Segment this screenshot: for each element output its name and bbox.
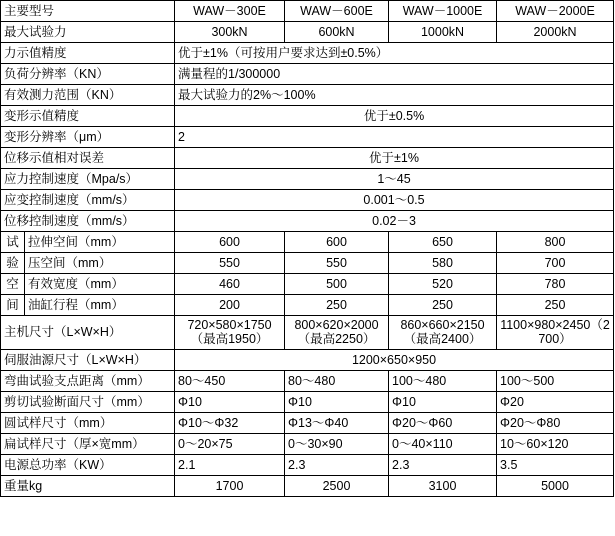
row-value: 250	[285, 295, 389, 316]
row-value: 80～450	[175, 370, 285, 391]
table-row	[1, 169, 614, 190]
row-value: 最大试验力的2%～100%	[175, 85, 614, 106]
row-value: 600kN	[285, 22, 389, 43]
row-value: Φ13～Φ40	[285, 412, 389, 433]
header-model-1: WAW－300E	[175, 1, 285, 22]
table-row	[1, 127, 614, 148]
table-row	[1, 148, 614, 169]
row-value: 100～480	[389, 370, 497, 391]
row-value: 460	[175, 274, 285, 295]
row-label: 变形示值精度	[1, 106, 175, 127]
table-row	[1, 412, 614, 433]
row-value: Φ20	[497, 391, 614, 412]
row-label: 力示值精度	[1, 43, 175, 64]
table-row	[1, 295, 614, 316]
row-label: 位移示值相对误差	[1, 148, 175, 169]
row-value: 600	[285, 232, 389, 253]
row-value: 1700	[175, 475, 285, 496]
header-model-2: WAW－600E	[285, 1, 389, 22]
row-label: 最大试验力	[1, 22, 175, 43]
row-value: 0～40×110	[389, 433, 497, 454]
row-value: 80～480	[285, 370, 389, 391]
row-value: 2.3	[285, 454, 389, 475]
row-value: 1000kN	[389, 22, 497, 43]
table-row	[1, 274, 614, 295]
row-value: Φ10	[285, 391, 389, 412]
group-side-label-char: 验	[1, 253, 25, 274]
row-label: 伺服油源尺寸（L×W×H）	[1, 349, 175, 370]
row-value: 0.02－3	[175, 211, 614, 232]
row-value: 2000kN	[497, 22, 614, 43]
row-value: Φ20～Φ80	[497, 412, 614, 433]
row-label: 压空间（mm）	[25, 253, 175, 274]
row-value: 860×660×2150（最高2400）	[389, 316, 497, 350]
row-value: 满量程的1/300000	[175, 64, 614, 85]
row-value: Φ10	[389, 391, 497, 412]
row-value: Φ10	[175, 391, 285, 412]
row-value: 520	[389, 274, 497, 295]
row-label: 重量kg	[1, 475, 175, 496]
header-label: 主要型号	[1, 1, 175, 22]
row-value: 700	[497, 253, 614, 274]
row-value: 2.1	[175, 454, 285, 475]
table-row	[1, 211, 614, 232]
row-value: 250	[389, 295, 497, 316]
row-value: 0.001～0.5	[175, 190, 614, 211]
row-value: 0～20×75	[175, 433, 285, 454]
row-value: 2	[175, 127, 614, 148]
header-model-4: WAW－2000E	[497, 1, 614, 22]
row-value: 250	[497, 295, 614, 316]
row-value: 5000	[497, 475, 614, 496]
row-value: 100～500	[497, 370, 614, 391]
row-value: 600	[175, 232, 285, 253]
row-value: 550	[285, 253, 389, 274]
row-value: 1200×650×950	[175, 349, 614, 370]
row-label: 负荷分辨率（KN）	[1, 64, 175, 85]
row-value: 优于±1%	[175, 148, 614, 169]
header-model-3: WAW－1000E	[389, 1, 497, 22]
row-value: 2.3	[389, 454, 497, 475]
row-value: 580	[389, 253, 497, 274]
row-label: 应变控制速度（mm/s）	[1, 190, 175, 211]
table-row	[1, 433, 614, 454]
row-label: 应力控制速度（Mpa/s）	[1, 169, 175, 190]
row-value: 650	[389, 232, 497, 253]
table-row	[1, 22, 614, 43]
row-value: 1100×980×2450（2700）	[497, 316, 614, 350]
row-value: 1～45	[175, 169, 614, 190]
table-row	[1, 349, 614, 370]
row-value: 优于±0.5%	[175, 106, 614, 127]
row-value: 10～60×120	[497, 433, 614, 454]
table-row	[1, 253, 614, 274]
table-row	[1, 370, 614, 391]
row-label: 拉伸空间（mm）	[25, 232, 175, 253]
row-label: 位移控制速度（mm/s）	[1, 211, 175, 232]
table-row	[1, 190, 614, 211]
group-side-label-char: 空	[1, 274, 25, 295]
row-label: 电源总功率（KW）	[1, 454, 175, 475]
row-value: Φ10～Φ32	[175, 412, 285, 433]
row-label: 圆试样尺寸（mm）	[1, 412, 175, 433]
table-row	[1, 475, 614, 496]
table-row	[1, 43, 614, 64]
row-label: 有效测力范围（KN）	[1, 85, 175, 106]
row-value: 800×620×2000（最高2250）	[285, 316, 389, 350]
row-value: 2500	[285, 475, 389, 496]
table-row	[1, 106, 614, 127]
table-row	[1, 391, 614, 412]
row-value: 3100	[389, 475, 497, 496]
table-row	[1, 454, 614, 475]
group-side-label-char: 间	[1, 295, 25, 316]
row-label: 弯曲试验支点距离（mm）	[1, 370, 175, 391]
row-value: 200	[175, 295, 285, 316]
row-label: 有效宽度（mm）	[25, 274, 175, 295]
group-side-label-char: 试	[1, 232, 25, 253]
row-label: 扁试样尺寸（厚×宽mm）	[1, 433, 175, 454]
table-row	[1, 232, 614, 253]
row-value: 优于±1%（可按用户要求达到±0.5%）	[175, 43, 614, 64]
table-row	[1, 64, 614, 85]
row-value: 0～30×90	[285, 433, 389, 454]
table-header-row	[1, 1, 614, 22]
table-row	[1, 85, 614, 106]
row-label: 变形分辨率（μm）	[1, 127, 175, 148]
row-value: 550	[175, 253, 285, 274]
row-value: 800	[497, 232, 614, 253]
row-value: Φ20～Φ60	[389, 412, 497, 433]
row-value: 300kN	[175, 22, 285, 43]
row-value: 780	[497, 274, 614, 295]
row-label: 剪切试验断面尺寸（mm）	[1, 391, 175, 412]
row-label: 主机尺寸（L×W×H）	[1, 316, 175, 350]
table-row	[1, 316, 614, 350]
row-value: 3.5	[497, 454, 614, 475]
row-label: 油缸行程（mm）	[25, 295, 175, 316]
row-value: 500	[285, 274, 389, 295]
row-value: 720×580×1750（最高1950）	[175, 316, 285, 350]
